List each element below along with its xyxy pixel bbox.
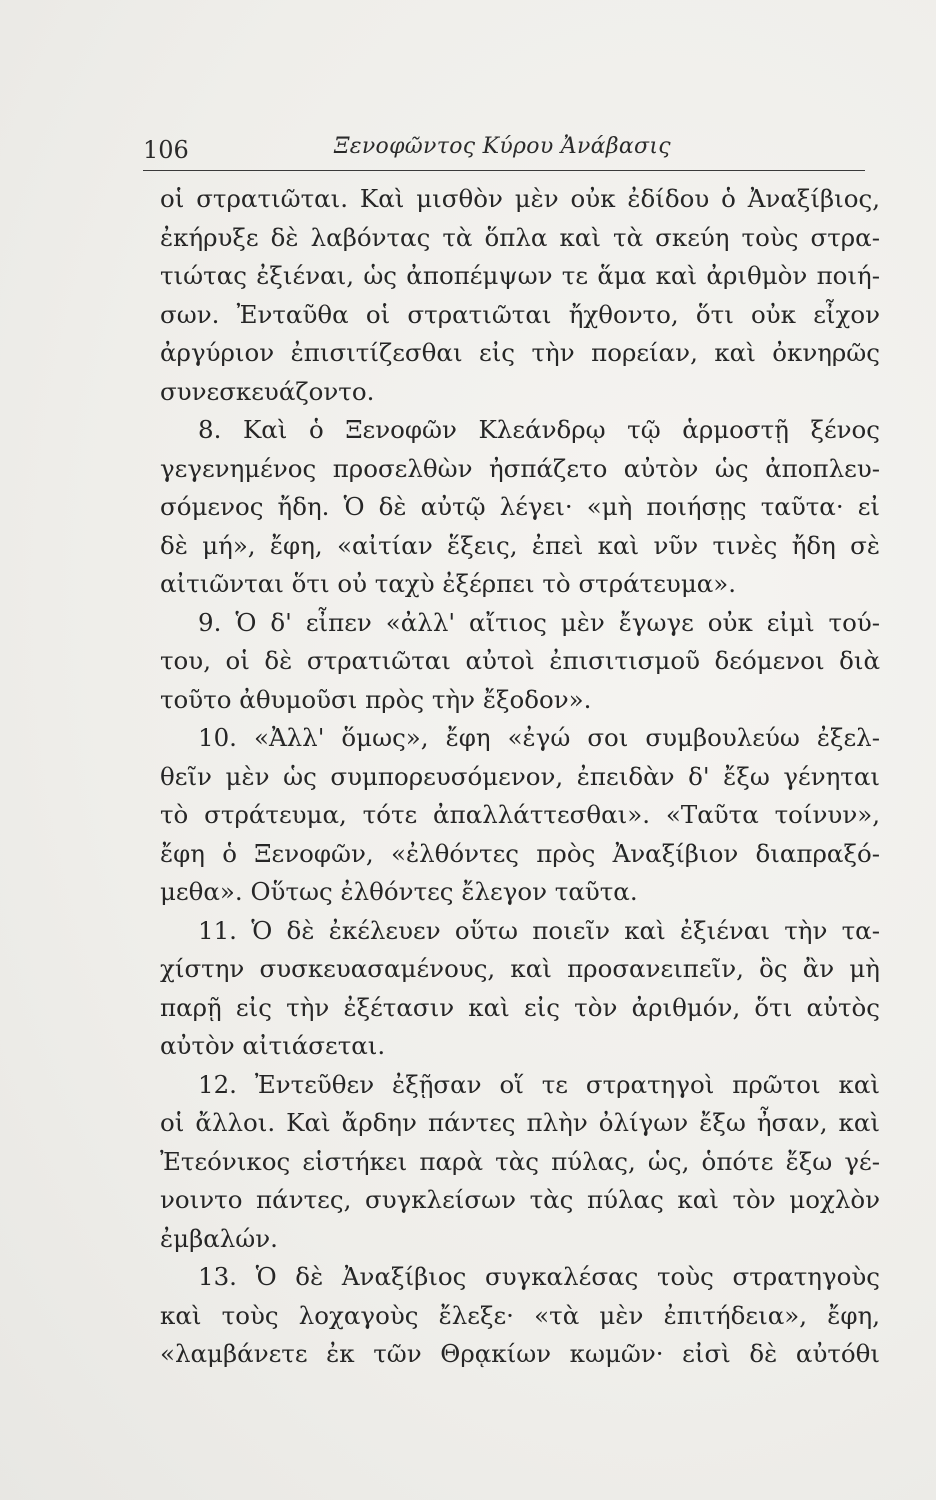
text-line: σόμενος ἤδη. Ὁ δὲ αὐτῷ λέγει· «μὴ ποιήσῃς ταῦτα· εἰ: [160, 492, 880, 521]
text-line: 12. Ἐντεῦθεν ἐξῇσαν οἵ τε στρατηγοὶ πρῶτοι καὶ: [198, 1069, 880, 1099]
text-line: τὸ στράτευμα, τότε ἀπαλλάττεσθαι». «Ταῦτα τοίνυν»,: [160, 800, 880, 829]
text-line: «λαμβάνετε ἐκ τῶν Θρᾳκίων κωμῶν· εἰσὶ δὲ αὐτόθι: [160, 1339, 880, 1368]
text-line: οἱ ἄλλοι. Καὶ ἄρδην πάντες πλὴν ὀλίγων ἔξω ἦσαν, καὶ: [160, 1108, 880, 1137]
text-line: συνεσκευάζοντο.: [160, 376, 375, 406]
text-line: ἀργύριον ἐπισιτίζεσθαι εἰς τὴν πορείαν, καὶ ὀκνηρῶς: [160, 338, 880, 367]
text-line: 8. Καὶ ὁ Ξενοφῶν Κλεάνδρῳ τῷ ἁρμοστῇ ξένος: [198, 415, 880, 444]
page-number: 106: [143, 136, 189, 164]
text-line: ἐκήρυξε δὲ λαβόντας τὰ ὅπλα καὶ τὰ σκεύη τοὺς στρα-: [160, 222, 880, 252]
text-line: καὶ τοὺς λοχαγοὺς ἔλεξε· «τὰ μὲν ἐπιτήδεια», ἔφη,: [160, 1300, 880, 1330]
text-line: τιώτας ἐξιέναι, ὡς ἀποπέμψων τε ἅμα καὶ ἀριθμὸν ποιή-: [160, 261, 880, 290]
text-line: ἔφη ὁ Ξενοφῶν, «ἐλθόντες πρὸς Ἀναξίβιον διαπραξό-: [160, 838, 880, 868]
body-text: [160, 180, 880, 1374]
text-line: του, οἱ δὲ στρατιῶται αὐτοὶ ἐπισιτισμοῦ δεόμενοι διὰ: [160, 646, 880, 675]
text-line: θεῖν μὲν ὡς συμπορευσόμενον, ἐπειδὰν δ' ἔξω γένηται: [160, 761, 880, 791]
text-line: 9. Ὁ δ' εἶπεν «ἀλλ' αἴτιος μὲν ἔγωγε οὐκ εἰμὶ τού-: [198, 607, 880, 637]
text-line: ἐμβαλών.: [160, 1223, 278, 1253]
text-line: 10. «Ἀλλ' ὅμως», ἔφη «ἐγώ σοι συμβουλεύω ἐξελ-: [198, 723, 880, 752]
text-line: αὐτὸν αἰτιάσεται.: [160, 1031, 386, 1060]
text-line: χίστην συσκευασαμένους, καὶ προσανειπεῖν, ὃς ἂν μὴ: [160, 954, 880, 983]
text-line: δὲ μή», ἔφη, «αἰτίαν ἕξεις, ἐπεὶ καὶ νῦν τινὲς ἤδη σὲ: [160, 530, 880, 560]
text-line: τοῦτο ἀθυμοῦσι πρὸς τὴν ἔξοδον».: [160, 684, 592, 714]
text-line: Ἐτεόνικος εἱστήκει παρὰ τὰς πύλας, ὡς, ὁπότε ἔξω γέ-: [160, 1146, 880, 1176]
text-line: 13. Ὁ δὲ Ἀναξίβιος συγκαλέσας τοὺς στρατηγοὺς: [198, 1262, 880, 1291]
running-title: Ξενοφῶντος Κύρου Ἀνάβασις: [334, 134, 671, 159]
text-line: αἰτιῶνται ὅτι οὐ ταχὺ ἐξέρπει τὸ στράτευμα».: [160, 569, 737, 598]
text-line: μεθα». Οὕτως ἐλθόντες ἔλεγον ταῦτα.: [160, 877, 638, 906]
text-line: γεγενημένος προσελθὼν ἠσπάζετο αὐτὸν ὡς ἀποπλευ-: [160, 453, 880, 483]
text-line: σων. Ἐνταῦθα οἱ στρατιῶται ἤχθοντο, ὅτι οὐκ εἶχον: [160, 299, 880, 329]
page-header: [143, 130, 865, 171]
text-line: νοιντο πάντες, συγκλείσων τὰς πύλας καὶ τὸν μοχλὸν: [160, 1185, 880, 1214]
text-line: 11. Ὁ δὲ ἐκέλευεν οὕτω ποιεῖν καὶ ἐξιέναι τὴν τα-: [198, 915, 880, 945]
text-line: παρῇ εἰς τὴν ἐξέτασιν καὶ εἰς τὸν ἀριθμόν, ὅτι αὐτὸς: [160, 992, 880, 1022]
text-line: οἱ στρατιῶται. Καὶ μισθὸν μὲν οὐκ ἐδίδου ὁ Ἀναξίβιος,: [160, 184, 880, 213]
